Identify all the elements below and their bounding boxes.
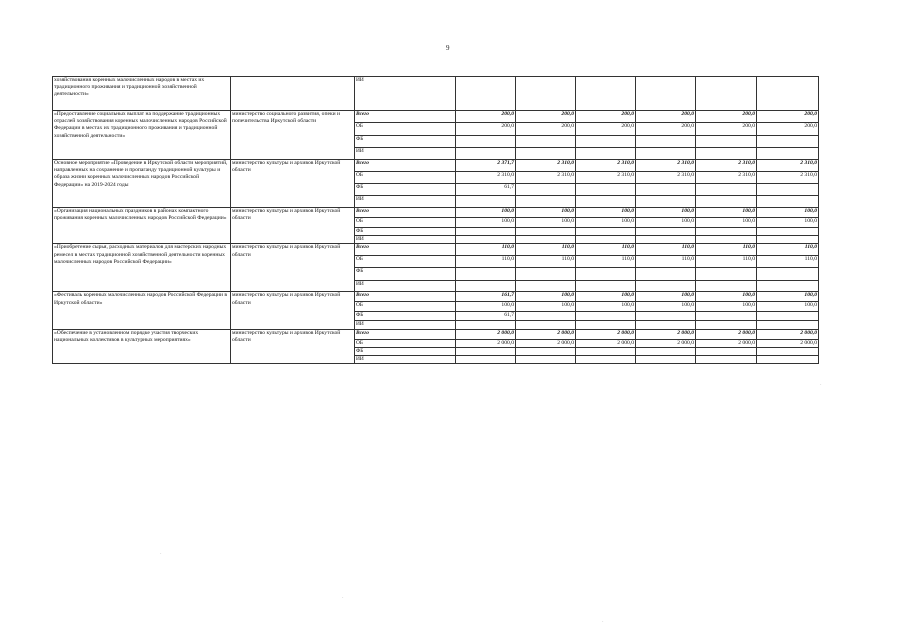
funding-value xyxy=(757,236,819,244)
funding-value xyxy=(576,228,636,236)
funding-value xyxy=(456,148,516,160)
table-row xyxy=(53,111,819,123)
funding-value: 2 000,0 xyxy=(576,339,636,347)
funding-value xyxy=(757,281,819,292)
funding-value: 100,0 xyxy=(636,292,696,302)
funding-value: 200,0 xyxy=(696,123,757,136)
funding-value xyxy=(456,281,516,292)
funding-value: 200,0 xyxy=(576,123,636,136)
funding-value: 200,0 xyxy=(456,111,516,123)
funding-value xyxy=(516,321,576,329)
funding-value: 110,0 xyxy=(757,244,819,256)
activity-description: «Предоставление социальных выплат на поддержание традиционных отраслей хозяйствования коренных малочисленных народов Российской Федерации в местах их традиционного проживания и традиционной хозяйственной деятельности» xyxy=(53,111,231,160)
funding-source: Всего xyxy=(355,111,456,123)
funding-value xyxy=(696,321,757,329)
funding-value: 200,0 xyxy=(636,111,696,123)
funding-source: ФБ xyxy=(355,312,456,321)
funding-value: 2 000,0 xyxy=(696,339,757,347)
funding-source: ИИ xyxy=(355,236,456,244)
page-number: 9 xyxy=(446,44,450,52)
funding-value xyxy=(456,268,516,281)
funding-source: ИИ xyxy=(355,281,456,292)
funding-value xyxy=(576,356,636,364)
funding-value xyxy=(757,321,819,329)
funding-value xyxy=(576,281,636,292)
funding-value: 110,0 xyxy=(636,256,696,268)
funding-value: 2 310,0 xyxy=(636,172,696,184)
funding-value xyxy=(516,228,576,236)
funding-value xyxy=(757,312,819,321)
funding-value xyxy=(636,347,696,355)
responsible-executor: министерство культуры и архивов Иркутской области xyxy=(231,160,355,208)
funding-value xyxy=(636,136,696,148)
funding-value xyxy=(696,77,757,111)
funding-value xyxy=(576,148,636,160)
funding-value: 2 371,7 xyxy=(456,160,516,172)
funding-value: 110,0 xyxy=(696,244,757,256)
funding-value xyxy=(576,347,636,355)
funding-value xyxy=(636,148,696,160)
funding-value: 200,0 xyxy=(516,123,576,136)
funding-value xyxy=(516,312,576,321)
funding-value: 100,0 xyxy=(516,302,576,312)
funding-source: Всего xyxy=(355,160,456,172)
funding-value xyxy=(636,281,696,292)
funding-value xyxy=(757,356,819,364)
funding-value xyxy=(696,281,757,292)
funding-value: 110,0 xyxy=(516,244,576,256)
funding-source: ИИ xyxy=(355,321,456,329)
funding-value: 110,0 xyxy=(757,256,819,268)
funding-source: Всего xyxy=(355,292,456,302)
table-row xyxy=(53,208,819,218)
funding-source: Всего xyxy=(355,208,456,218)
funding-value: 100,0 xyxy=(757,302,819,312)
funding-value xyxy=(636,268,696,281)
funding-value xyxy=(516,136,576,148)
funding-value xyxy=(456,321,516,329)
funding-value xyxy=(456,228,516,236)
funding-value: 100,0 xyxy=(696,218,757,228)
funding-value: 2 310,0 xyxy=(696,160,757,172)
funding-source: ИИ xyxy=(355,196,456,208)
funding-value xyxy=(516,148,576,160)
funding-value: 161,7 xyxy=(456,292,516,302)
funding-value xyxy=(516,196,576,208)
funding-value xyxy=(696,312,757,321)
funding-value xyxy=(576,184,636,196)
funding-value: 2 000,0 xyxy=(696,329,757,339)
funding-value xyxy=(456,196,516,208)
funding-value xyxy=(576,77,636,111)
funding-source: ОБ xyxy=(355,218,456,228)
funding-value xyxy=(696,347,757,355)
funding-value: 200,0 xyxy=(757,123,819,136)
funding-source: Всего xyxy=(355,244,456,256)
funding-value: 2 310,0 xyxy=(516,160,576,172)
funding-source: ФБ xyxy=(355,268,456,281)
funding-value: 100,0 xyxy=(757,218,819,228)
funding-value: 2 310,0 xyxy=(576,172,636,184)
funding-value xyxy=(757,148,819,160)
funding-source: ФБ xyxy=(355,184,456,196)
funding-value: 100,0 xyxy=(456,302,516,312)
funding-value: 100,0 xyxy=(576,208,636,218)
funding-value xyxy=(636,312,696,321)
funding-value xyxy=(516,268,576,281)
funding-value: 100,0 xyxy=(757,208,819,218)
table-row xyxy=(53,329,819,339)
funding-source: ОБ xyxy=(355,256,456,268)
funding-value: 100,0 xyxy=(576,218,636,228)
funding-value: 100,0 xyxy=(576,292,636,302)
funding-value: 100,0 xyxy=(636,218,696,228)
funding-value xyxy=(456,356,516,364)
funding-value xyxy=(757,184,819,196)
funding-value: 100,0 xyxy=(456,208,516,218)
funding-source: ФБ xyxy=(355,228,456,236)
table-row xyxy=(53,77,819,111)
funding-value: 2 310,0 xyxy=(576,160,636,172)
funding-value: 200,0 xyxy=(456,123,516,136)
funding-value xyxy=(696,148,757,160)
funding-value xyxy=(696,268,757,281)
funding-value: 110,0 xyxy=(456,244,516,256)
funding-value xyxy=(636,228,696,236)
responsible-executor: министерство культуры и архивов Иркутской области xyxy=(231,292,355,329)
activity-description: Основное мероприятие «Проведение в Иркутской области мероприятий, направленных на сохранение и пропаганду традиционной культуры и образа жизни коренных малочисленных народов Российской Федерации» на 2019-2024 годы xyxy=(53,160,231,208)
activity-description: «Обеспечение в установленном порядке участия творческих национальных коллективов в культурных мероприятиях» xyxy=(53,329,231,364)
funding-value: 100,0 xyxy=(576,302,636,312)
funding-value: 110,0 xyxy=(516,256,576,268)
funding-value xyxy=(516,236,576,244)
responsible-executor xyxy=(231,77,355,111)
funding-value xyxy=(696,228,757,236)
funding-value: 200,0 xyxy=(516,111,576,123)
funding-value xyxy=(456,347,516,355)
funding-value xyxy=(516,184,576,196)
funding-source: ОБ xyxy=(355,339,456,347)
funding-value: 100,0 xyxy=(696,302,757,312)
funding-value: 200,0 xyxy=(696,111,757,123)
scan-speck: · xyxy=(820,383,822,388)
funding-value xyxy=(516,281,576,292)
scan-speck: · xyxy=(160,552,162,557)
funding-value: 100,0 xyxy=(516,208,576,218)
scan-speck: · xyxy=(602,620,604,625)
funding-source: ИИ xyxy=(355,356,456,364)
funding-value: 110,0 xyxy=(576,244,636,256)
funding-value: 100,0 xyxy=(636,302,696,312)
activity-description: хозяйствования коренных малочисленных народов в местах их традиционного проживания и традиционной хозяйственной деятельности» xyxy=(53,77,231,111)
funding-value xyxy=(696,184,757,196)
funding-value xyxy=(696,356,757,364)
funding-value: 2 000,0 xyxy=(516,329,576,339)
table-row xyxy=(53,244,819,256)
funding-value xyxy=(576,236,636,244)
funding-value xyxy=(456,136,516,148)
funding-value xyxy=(757,136,819,148)
funding-source: ФБ xyxy=(355,347,456,355)
funding-value xyxy=(516,356,576,364)
activity-description: «Фестиваль коренных малочисленных народов Российской Федерации в Иркутской области» xyxy=(53,292,231,329)
funding-value: 200,0 xyxy=(757,111,819,123)
funding-value xyxy=(636,77,696,111)
funding-value: 2 000,0 xyxy=(456,329,516,339)
funding-value: 2 000,0 xyxy=(636,339,696,347)
table-row xyxy=(53,160,819,172)
funding-value: 100,0 xyxy=(636,208,696,218)
funding-value xyxy=(576,268,636,281)
funding-value xyxy=(516,77,576,111)
funding-value xyxy=(636,184,696,196)
funding-value: 100,0 xyxy=(516,218,576,228)
funding-value: 61,7 xyxy=(456,312,516,321)
funding-value xyxy=(757,228,819,236)
funding-value: 2 000,0 xyxy=(757,329,819,339)
funding-source: ИИ xyxy=(355,148,456,160)
funding-value xyxy=(576,136,636,148)
funding-value xyxy=(576,312,636,321)
funding-value: 2 310,0 xyxy=(696,172,757,184)
funding-value xyxy=(636,321,696,329)
funding-value xyxy=(757,268,819,281)
funding-value: 2 000,0 xyxy=(516,339,576,347)
funding-value: 61,7 xyxy=(456,184,516,196)
funding-value: 2 310,0 xyxy=(757,160,819,172)
funding-value xyxy=(636,236,696,244)
funding-value xyxy=(456,77,516,111)
funding-value: 110,0 xyxy=(696,256,757,268)
responsible-executor: министерство культуры и архивов Иркутской области xyxy=(231,244,355,292)
funding-value xyxy=(757,347,819,355)
funding-value: 2 310,0 xyxy=(636,160,696,172)
funding-source: ФБ xyxy=(355,136,456,148)
funding-value: 100,0 xyxy=(696,208,757,218)
funding-value: 100,0 xyxy=(757,292,819,302)
activity-description: «Организация национальных праздников в районах компактного проживания коренных малочисленных народов Российской Федерации» xyxy=(53,208,231,244)
responsible-executor: министерство социального развития, опеки и попечительства Иркутской области xyxy=(231,111,355,160)
responsible-executor: министерство культуры и архивов Иркутской области xyxy=(231,329,355,364)
funding-value xyxy=(757,77,819,111)
funding-value: 2 310,0 xyxy=(516,172,576,184)
funding-value: 110,0 xyxy=(636,244,696,256)
activity-description: «Приобретение сырья, расходных материалов для мастерских народных ремесел в местах традиционной хозяйственной деятельности коренных малочисленных народов Российской Федерации» xyxy=(53,244,231,292)
funding-value: 2 000,0 xyxy=(757,339,819,347)
funding-value: 2 000,0 xyxy=(576,329,636,339)
funding-source: ОБ xyxy=(355,123,456,136)
funding-value: 200,0 xyxy=(576,111,636,123)
funding-value: 110,0 xyxy=(576,256,636,268)
funding-value xyxy=(636,196,696,208)
funding-source: ОБ xyxy=(355,302,456,312)
funding-value xyxy=(516,347,576,355)
funding-value xyxy=(636,356,696,364)
funding-value: 2 310,0 xyxy=(757,172,819,184)
table-row xyxy=(53,292,819,302)
scan-speck: · xyxy=(342,596,344,601)
funding-value: 2 000,0 xyxy=(636,329,696,339)
funding-value: 100,0 xyxy=(696,292,757,302)
funding-value: 110,0 xyxy=(456,256,516,268)
funding-value xyxy=(696,236,757,244)
funding-source: Всего xyxy=(355,329,456,339)
funding-value xyxy=(757,196,819,208)
funding-value: 100,0 xyxy=(456,218,516,228)
funding-value: 2 310,0 xyxy=(456,172,516,184)
funding-source: ИИ xyxy=(355,77,456,111)
responsible-executor: министерство культуры и архивов Иркутской области xyxy=(231,208,355,244)
funding-value: 100,0 xyxy=(516,292,576,302)
funding-value: 2 000,0 xyxy=(456,339,516,347)
budget-table xyxy=(52,76,819,364)
funding-value xyxy=(576,196,636,208)
funding-value xyxy=(456,236,516,244)
funding-value xyxy=(576,321,636,329)
funding-value xyxy=(696,136,757,148)
funding-value: 200,0 xyxy=(636,123,696,136)
funding-source: ОБ xyxy=(355,172,456,184)
funding-value xyxy=(696,196,757,208)
